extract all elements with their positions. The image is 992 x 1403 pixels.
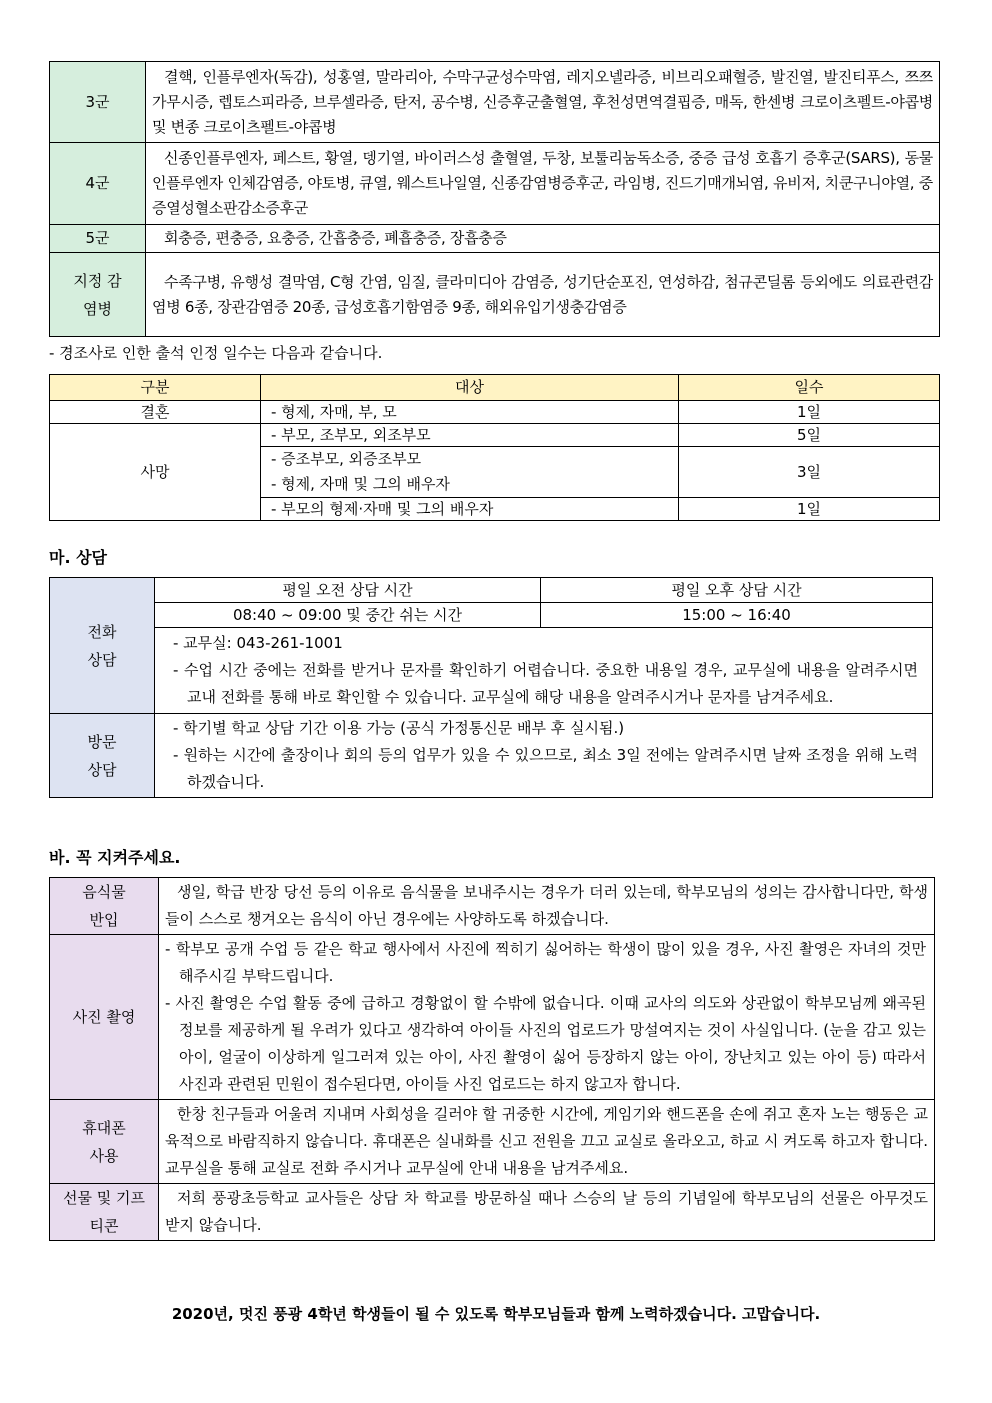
table-row [50,225,940,253]
am-time-value: 08:40 ~ 09:00 및 중간 쉬는 시간 [155,603,541,628]
table-row [50,143,940,225]
target-death-1: - 부모, 조부모, 외조부모 [261,424,679,447]
visit-consult-header [50,714,155,798]
group-5-header: 5군 [50,225,146,253]
designated-header [50,253,146,337]
designated-text: 수족구병, 유행성 결막염, C형 간염, 임질, 클라미디아 감염증, 성기단순포진, 연성하감, 첨규콘딜롬 등외에도 의료관련감염병 6종, 장관감염증 20종, 급성호흡기함염증 9종, 해외유입기생충감염증 [146,253,940,337]
photo-line-2: - 사진 촬영은 수업 활동 중에 급하고 경황없이 할 수밖에 없습니다. 이때 교사의 의도와 상관없이 학부모님께 왜곡된 정보를 제공하게 될 우려가 있다고 생각하여 아이들 사진의 업로드가 망설여지는 것이 사실입니다. (눈을 감고 있는 아이, 얼굴이 이상하게 일그러져 있는 아이, 사진 촬영이 싫어 등장하지 않는 아이, 장난치고 있는 아이 등) 따라서 사진과 관련된 민원이 접수된다면, 아이들 사진 업로드는 하지 않고자 합니다. [165,994,926,1093]
consult-table [49,577,933,798]
phone-number-line: - 교무실: 043-261-1001 [173,634,343,652]
table-header-row [50,375,940,401]
table-row [50,714,933,798]
days-death-2: 3일 [679,447,940,498]
table-row [50,253,940,337]
pm-time-label: 평일 오후 상담 시간 [541,578,933,603]
leave-table [49,374,940,521]
visit-consult-body [155,714,933,798]
photo-header: 사진 촬영 [50,935,159,1100]
table-row [50,1100,935,1184]
col-header-target: 대상 [261,375,679,401]
gift-text: 저희 풍광초등학교 교사들은 상담 차 학교를 방문하실 때나 스승의 날 등의 기념일에 학부모님의 선물은 아무것도 받지 않습니다. [159,1184,935,1241]
food-header [50,878,159,935]
target-death-2 [261,447,679,498]
photo-body [159,935,935,1100]
visit-consult-label: 방문 상담 [87,732,117,779]
table-row [50,935,935,1100]
table-row [50,878,935,935]
designated-label: 지정 감염병 [73,271,122,318]
phone-use-header [50,1100,159,1184]
target-death-2b: - 형제, 자매 및 그의 배우자 [271,475,450,493]
section-title-consult: 마. 상담 [49,548,108,567]
days-death-3: 1일 [679,498,940,521]
table-row [50,1184,935,1241]
col-header-days: 일수 [679,375,940,401]
phone-use-label: 휴대폰 사용 [82,1118,126,1165]
table-row [50,424,940,447]
table-row [50,603,933,628]
am-time-label: 평일 오전 상담 시간 [155,578,541,603]
phone-consult-body [155,628,933,714]
footer-message: 2020년, 멋진 풍광 4학년 학생들이 될 수 있도록 학부모님들과 함께 노력하겠습니다. 고맙습니다. [171,1305,821,1323]
group-3-header: 3군 [50,62,146,143]
disease-table [49,61,940,337]
target-death-3: - 부모의 형제·자매 및 그의 배우자 [261,498,679,521]
days-wedding: 1일 [679,401,940,424]
phone-consult-label: 전화 상담 [87,622,117,669]
phone-consult-header [50,578,155,714]
group-5-text: 회충증, 편충증, 요충증, 간흡충증, 폐흡충증, 장흡충증 [146,225,940,253]
days-death-1: 5일 [679,424,940,447]
pm-time-value: 15:00 ~ 16:40 [541,603,933,628]
category-death: 사망 [50,424,261,521]
category-wedding: 결혼 [50,401,261,424]
food-text: 생일, 학급 반장 당선 등의 이유로 음식물을 보내주시는 경우가 더러 있는데, 학부모님의 성의는 감사합니다만, 학생들이 스스로 챙겨오는 음식이 아닌 경우에는 사양하도록 하겠습니다. [159,878,935,935]
photo-line-1: - 학부모 공개 수업 등 같은 학교 행사에서 사진에 찍히기 싫어하는 학생이 많이 있을 경우, 사진 촬영은 자녀의 것만 해주시길 부탁드립니다. [165,940,926,985]
target-death-2a: - 증조부모, 외증조부모 [271,450,422,468]
group-4-text: 신종인플루엔자, 페스트, 황열, 뎅기열, 바이러스성 출혈열, 두창, 보툴리눔독소증, 중증 급성 호흡기 증후군(SARS), 동물인플루엔자 인체감염증, 야토병, 큐열, 웨스트나일열, 신종감염병증후군, 라임병, 진드기매개뇌염, 유비저, 치쿤구니야열, 중증열성혈소판감소증후군 [146,143,940,225]
visit-period-line: - 학기별 학교 상담 기간 이용 가능 (공식 가정통신문 배부 후 실시됨.) [173,719,625,737]
section-title-rules: 바. 꼭 지켜주세요. [49,848,181,867]
gift-header [50,1184,159,1241]
table-row [50,62,940,143]
col-header-category: 구분 [50,375,261,401]
table-row [50,628,933,714]
table-row [50,578,933,603]
rules-table [49,877,935,1241]
phone-use-text: 한창 친구들과 어울려 지내며 사회성을 길러야 할 귀중한 시간에, 게임기와 핸드폰을 손에 쥐고 혼자 노는 행동은 교육적으로 바람직하지 않습니다. 휴대폰은 실내화를 신고 전원을 끄고 교실로 올라오고, 하교 시 켜도록 하고자 합니다. 교무실을 통해 교실로 전화 주시거나 교무실에 안내 내용을 남겨주세요. [159,1100,935,1184]
gift-label: 선물 및 기프티콘 [63,1189,145,1235]
target-wedding: - 형제, 자매, 부, 모 [261,401,679,424]
attendance-note: - 경조사로 인한 출석 인정 일수는 다음과 같습니다. [49,344,383,362]
food-label: 음식물 반입 [82,883,126,929]
group-3-text: 결핵, 인플루엔자(독감), 성홍열, 말라리아, 수막구균성수막염, 레지오넬라증, 비브리오패혈증, 발진열, 발진티푸스, 쯔쯔가무시증, 렙토스피라증, 브루셀라증, 탄저, 공수병, 신증후군출혈열, 후천성면역결핍증, 매독, 한센병 크로이츠펠트-야콥병 및 변종 크로이츠펠트-야콥병 [146,62,940,143]
visit-notice-line: - 원하는 시간에 출장이나 회의 등의 업무가 있을 수 있으므로, 최소 3일 전에는 알려주시면 날짜 조정을 위해 노력하겠습니다. [173,746,918,791]
group-4-header: 4군 [50,143,146,225]
phone-notice-line: - 수업 시간 중에는 전화를 받거나 문자를 확인하기 어렵습니다. 중요한 내용일 경우, 교무실에 내용을 알려주시면 교내 전화를 통해 바로 확인할 수 있습니다. 교무실에 해당 내용을 알려주시거나 문자를 남겨주세요. [173,661,918,706]
table-row [50,401,940,424]
